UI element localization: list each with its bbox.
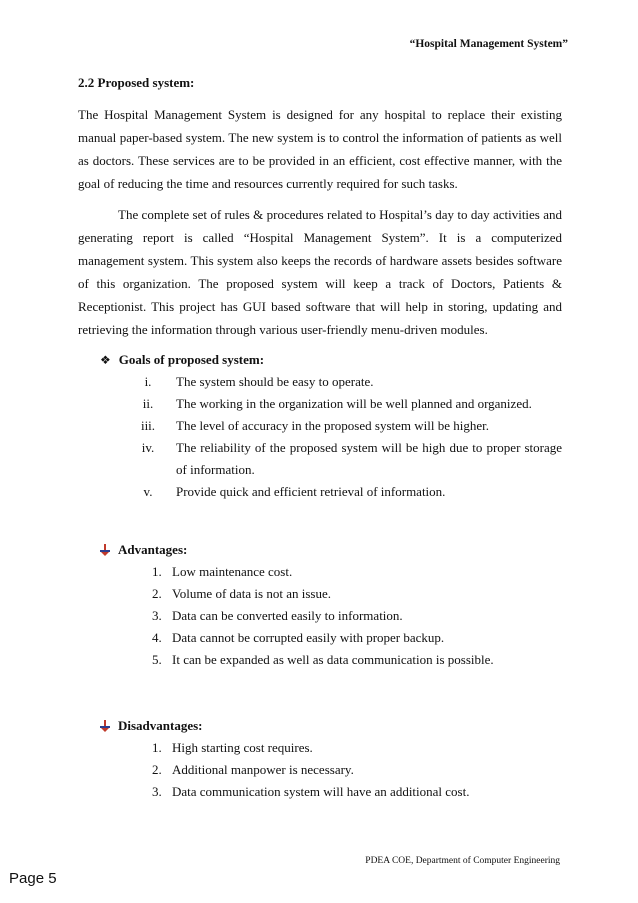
list-item-number: 5.	[152, 652, 162, 667]
list-item-text: Data cannot be corrupted easily with proper backup.	[172, 630, 445, 645]
list-item-text: High starting cost requires.	[172, 740, 313, 755]
list-item	[152, 649, 562, 671]
list-item	[120, 415, 562, 437]
list-item-number: 3.	[152, 784, 162, 799]
list-item-number: 1.	[152, 564, 162, 579]
list-item-number: iii.	[140, 418, 156, 433]
arrow-bullet-icon	[100, 544, 110, 556]
list-item	[120, 437, 562, 481]
list-item-text: Additional manpower is necessary.	[172, 762, 354, 777]
list-item-text: It can be expanded as well as data communication is possible.	[172, 652, 494, 667]
list-item	[152, 737, 562, 759]
goals-list	[120, 371, 562, 503]
list-item	[120, 481, 562, 503]
advantages-section	[100, 539, 562, 671]
list-item-text: The system should be easy to operate.	[176, 374, 374, 389]
list-item-number: 2.	[152, 586, 162, 601]
arrow-bullet-icon	[100, 720, 110, 732]
list-item-text: The level of accuracy in the proposed system will be higher.	[176, 418, 489, 433]
page-number: Page 5	[9, 870, 57, 887]
list-item	[152, 781, 562, 803]
list-item-number: 4.	[152, 630, 162, 645]
list-item-text: The reliability of the proposed system will be high due to proper storage of information.	[176, 440, 562, 477]
advantages-title: Advantages:	[118, 542, 188, 557]
list-item-number: iv.	[141, 440, 155, 455]
disadvantages-section	[100, 715, 562, 803]
list-item-text: The working in the organization will be well planned and organized.	[176, 396, 532, 411]
diamond-bullet-icon: ❖	[100, 353, 111, 367]
list-item	[152, 583, 562, 605]
disadvantages-heading	[100, 715, 562, 737]
goals-heading	[100, 349, 562, 371]
list-item	[120, 393, 562, 415]
list-item	[152, 561, 562, 583]
running-header: “Hospital Management System”	[409, 38, 568, 50]
disadvantages-list	[152, 737, 562, 803]
list-item-number: v.	[143, 484, 153, 499]
paragraph-details: The complete set of rules & procedures related to Hospital’s day to day activities and generating report is called “Hospital Management System”. It is a computerized management system. This system also keeps the records of hardware assets besides software of this organization. The proposed system will keep a track of Doctors, Patients & Receptionist. This project has GUI based software that will help in storing, updating and retrieving the information through various user-friendly menu-driven modules.	[78, 207, 562, 337]
list-item-text: Data communication system will have an additional cost.	[172, 784, 470, 799]
disadvantages-title: Disadvantages:	[118, 718, 203, 733]
list-item-text: Low maintenance cost.	[172, 564, 293, 579]
list-item	[152, 605, 562, 627]
list-item-number: 1.	[152, 740, 162, 755]
list-item	[152, 759, 562, 781]
page-content	[78, 72, 562, 803]
list-item-number: ii.	[142, 396, 154, 411]
list-item-number: 2.	[152, 762, 162, 777]
list-item-text: Data can be converted easily to information.	[172, 608, 403, 623]
list-item-number: 3.	[152, 608, 162, 623]
goals-section	[100, 349, 562, 503]
list-item-text: Volume of data is not an issue.	[172, 586, 331, 601]
section-title: 2.2 Proposed system:	[78, 75, 195, 90]
list-item	[120, 371, 562, 393]
footer-department: PDEA COE, Department of Computer Engineering	[365, 856, 560, 866]
paragraph-intro: The Hospital Management System is designed for any hospital to replace their existing manual paper-based system. The new system is to control the information of patients as well as doctors. These services are to be provided in an efficient, cost effective manner, with the goal of reducing the time and resources currently required for such tasks.	[78, 107, 562, 191]
list-item-text: Provide quick and efficient retrieval of information.	[176, 484, 446, 499]
advantages-list	[152, 561, 562, 671]
goals-title: Goals of proposed system:	[118, 352, 265, 367]
list-item-number: i.	[144, 374, 152, 389]
advantages-heading	[100, 539, 562, 561]
list-item	[152, 627, 562, 649]
